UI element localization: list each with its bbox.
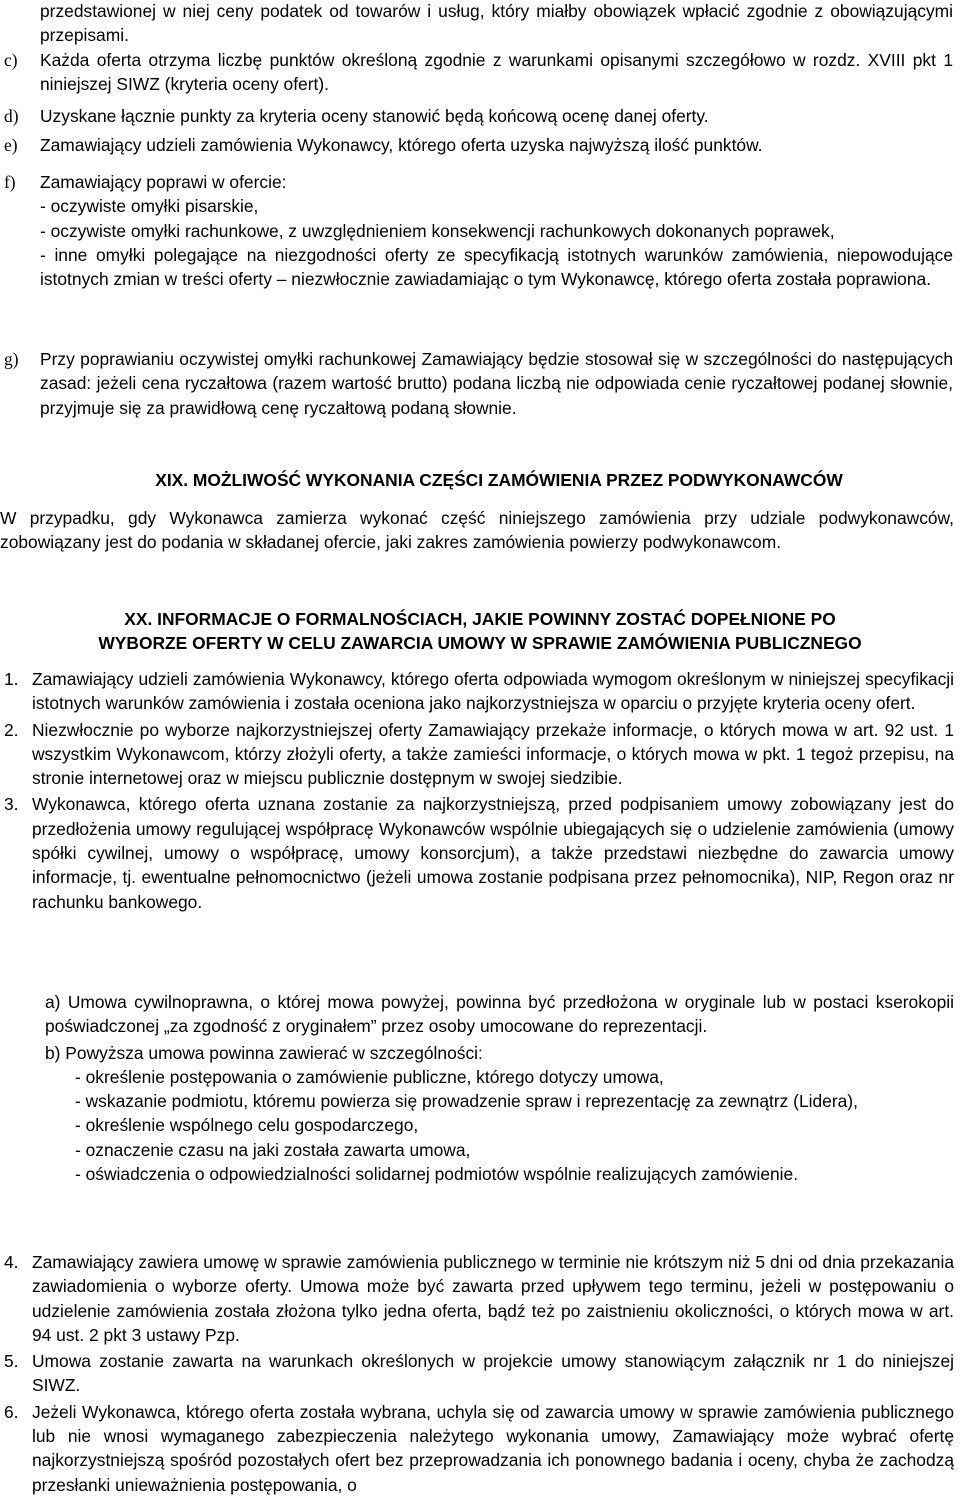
continuation-block [0,0,960,48]
numbered-item-number: 3. [4,794,19,815]
section-heading: XIX. MOŻLIWOŚĆ WYKONANIA CZĘŚCI ZAMÓWIENIA PRZEZ PODWYKONAWCÓW [155,470,843,490]
numbered-item-1 [0,667,954,716]
list-item-line: - oczywiste omyłki pisarskie, [40,196,259,217]
numbered-item-text: Jeżeli Wykonawca, którego oferta została wybrana, uchyla się od zawarcia umowy w sprawie zamówienia publicznego lub nie wnosi wymaganego zabezpieczenia należytego wykonania umowy, Zamawiający może wybrać ofertę najkorzystniejszą spośród pozostałych ofert bez przeprowadzania ich ponownego badania i oceny, chyba że zachodzą przesłanki unieważnienia postępowania, o [32,1401,954,1495]
list-item-label: e) [4,134,18,155]
section-xx-items-4-6 [0,1250,960,1497]
list-item-label: c) [4,50,18,70]
subitem-b [0,1041,954,1187]
subitem-b-line: - określenie wspólnego celu gospodarczego, [75,1115,419,1136]
numbered-item-text: Zamawiający zawiera umowę w sprawie zamówienia publicznego w terminie nie krótszym niż 5 dni od dnia przekazania zawiadomienia o wyborze oferty. Umowa może być zawarta przed upływem tego terminu, jeżeli w postępowaniu o udzielenie zamówienia została złożona tylko jedna oferta, bądź też po zaistnieniu okoliczności, o których mowa w art. 94 ust. 2 pkt 3 ustawy Pzp. [32,1252,954,1345]
list-item-text: Każda oferta otrzyma liczbę punktów określoną zgodnie z warunkami opisanymi szczegółowo w rozdz. XVIII pkt 1 niniejszej SIWZ (kryteria oceny ofert). [40,50,953,95]
list-item-f [0,170,960,291]
list-item-text: Przy poprawianiu oczywistej omyłki rachunkowej Zamawiający będzie stosował się w szczególności do następujących zasad: jeżeli cena ryczałtowa (razem wartość brutto) podana liczbą nie odpowiada cenie ryczałtowej podanej słownie, przyjmuje się za prawidłową cenę ryczałtową podaną słownie. [40,349,953,418]
section-xx [0,607,960,656]
section-xix-body [0,506,960,555]
list-item-line: - inne omyłki polegające na niezgodności oferty ze specyfikacją istotnych warunków zamówienia, niepowodujące istotnych zmian w treści oferty – niezwłocznie zawiadamiając o tym Wykonawcę, którego oferta została poprawiona. [40,244,953,290]
numbered-item-number: 1. [4,669,19,689]
numbered-item-3 [0,792,954,913]
section-xx-items-1-3 [0,667,960,914]
section-xix [0,468,960,492]
numbered-item-5 [0,1349,954,1398]
subitem-b-line: - oznaczenie czasu na jaki została zawarta umowa, [75,1139,471,1160]
numbered-item-text: Wykonawca, którego oferta uznana zostanie za najkorzystniejszą, przed podpisaniem umowy zobowiązany jest do przedłożenia umowy regulującej współpracę Wykonawców wspólnie ubiegających się o udzielenie zamówienia (umowy spółki cywilnej, umowy o współpracę, umowy konsorcjum), a także przedstawi niezbędne do zawarcia umowy informacje, tj. ewentualne pełnomocnictwo (jeżeli umowa zostanie podpisana przez pełnomocnika), NIP, Regon oraz nr rachunku bankowego. [32,794,954,912]
list-item-text: Zamawiający udzieli zamówienia Wykonawcy, którego oferta uzyska najwyższą ilość punktów. [40,134,763,155]
list-item-g [0,347,960,420]
items-cde [0,48,960,157]
numbered-item-text: Niezwłocznie po wyborze najkorzystniejszej oferty Zamawiający przekaże informacje, o których mowa w art. 92 ust. 1 wszystkim Wykonawcom, którzy złożyli oferty, a także zamieści informacje, o których mowa w pkt. 1 tegoż przepisu, na stronie internetowej oraz w miejscu publicznie dostępnym w swojej siedzibie. [32,719,954,789]
numbered-item-2 [0,718,954,791]
subitem-a-text: a) Umowa cywilnoprawna, o której mowa powyżej, powinna być przedłożona w oryginale lub w postaci kserokopii poświadczonej „za zgodność z oryginałem” przez osoby umocowane do reprezentacji. [45,992,954,1037]
list-item-line: - oczywiste omyłki rachunkowe, z uwzględnieniem konsekwencji rachunkowych dokonanych poprawek, [40,220,835,241]
numbered-item-number: 2. [4,719,19,740]
numbered-item-number: 4. [4,1252,19,1272]
subitem-b-intro: b) Powyższa umowa powinna zawierać w szczególności: [45,1042,483,1063]
list-item-e [0,133,953,157]
list-item-text: Uzyskane łącznie punkty za kryteria oceny stanowić będą końcową ocenę danej oferty. [40,105,709,126]
list-item-d [0,104,953,128]
subitem-b-line: - określenie postępowania o zamówienie publiczne, którego dotyczy umowa, [75,1066,664,1087]
list-item-label: g) [4,349,19,369]
numbered-item-text: Zamawiający udzieli zamówienia Wykonawcy, którego oferta odpowiada wymogom określonym w niniejszej specyfikacji istotnych warunków zamówienia i została oceniona jako najkorzystniejsza w oparciu o przyjęte kryteria oceny ofert. [32,669,954,714]
subitem-b-line: - oświadczenia o odpowiedzialności solidarnej podmiotów wspólnie realizujących zamówienie. [75,1164,799,1185]
numbered-item-text: Umowa zostanie zawarta na warunkach określonych w projekcie umowy stanowiącym załącznik nr 1 do niniejszej SIWZ. [32,1351,954,1396]
numbered-item-number: 6. [4,1401,19,1422]
continuation-paragraph: przedstawionej w niej ceny podatek od towarów i usług, który miałby obowiązek wpłacić zgodnie z obowiązującymi przepisami. [40,1,953,46]
numbered-item-6 [0,1400,954,1497]
section-heading-line2: WYBORZE OFERTY W CELU ZAWARCIA UMOWY W SPRAWIE ZAMÓWIENIA PUBLICZNEGO [98,633,862,654]
list-item-label: d) [4,105,19,126]
numbered-item-number: 5. [4,1351,19,1372]
subitems-ab [0,990,960,1186]
section-paragraph: W przypadku, gdy Wykonawca zamierza wykonać część niniejszego zamówienia przy udziale podwykonawców, zobowiązany jest do podania w składanej ofercie, jaki zakres zamówienia powierzy podwykonawcom. [0,508,954,553]
subitem-a [0,990,954,1039]
list-item-intro: Zamawiający poprawi w ofercie: [40,172,287,192]
numbered-item-4 [0,1250,954,1347]
list-item-c [0,48,953,97]
list-item-label: f) [4,172,16,192]
subitem-b-line: - wskazanie podmiotu, któremu powierza się prowadzenie spraw i reprezentację za zewnątrz (Lidera), [75,1091,858,1112]
section-heading-line1: XX. INFORMACJE O FORMALNOŚCIACH, JAKIE POWINNY ZOSTAĆ DOPEŁNIONE PO [124,609,836,629]
